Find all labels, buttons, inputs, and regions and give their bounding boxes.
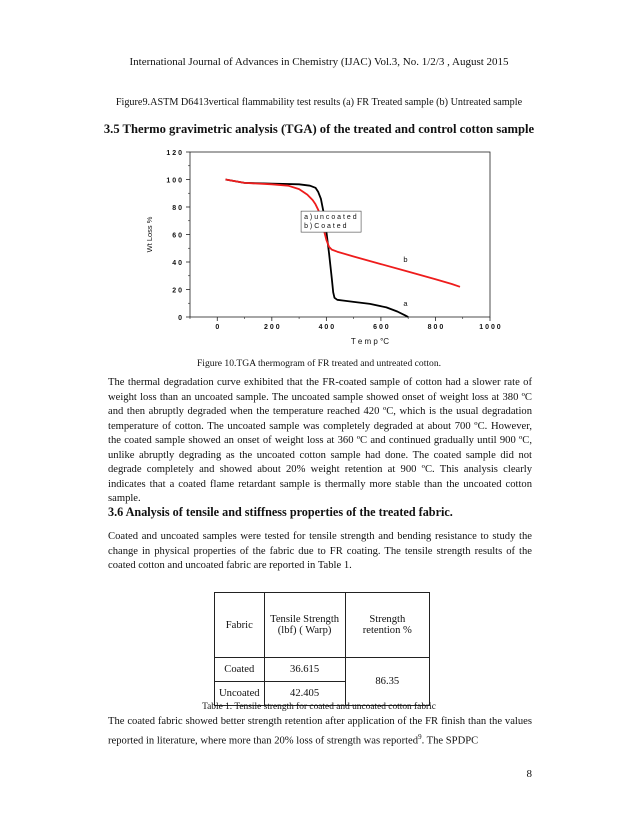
cell-fabric: Uncoated <box>215 682 265 706</box>
cell-fabric: Coated <box>215 658 265 682</box>
figure9-caption: Figure9.ASTM D6413vertical flammability test results (a) FR Treated sample (b) Untreated sample <box>115 97 523 108</box>
header-tensile-strength: Tensile Strength (lbf) ( Warp) <box>264 593 345 658</box>
paragraph-text: The coated fabric showed better strength retention after application of the FR finish than the values reported in literature, where more than 20% loss of strength was reported <box>108 716 532 747</box>
cell-tensile: 36.615 <box>264 658 345 682</box>
y-tick-label: 2 0 <box>172 287 182 295</box>
x-tick-label: 0 <box>215 324 220 331</box>
y-tick-label: 1 2 0 <box>166 150 182 157</box>
series-label: a <box>403 299 408 308</box>
header-fabric: Fabric <box>215 593 265 658</box>
plot-frame <box>190 152 490 317</box>
tga-plot-area <box>145 150 501 346</box>
y-tick-label: 6 0 <box>172 232 182 240</box>
y-tick-label: 4 0 <box>172 260 182 267</box>
x-tick-label: 4 0 0 <box>318 324 335 331</box>
cell-tensile: 42.405 <box>264 682 345 706</box>
paragraph-tensile-intro: Coated and uncoated samples were tested for tensile strength and bending resistance to study the change in physical properties of the fabric due to FR coating. The tensile strength results of the coated cotton and uncoated fabric are reported in Table 1. <box>108 531 532 571</box>
table-header-row <box>215 593 430 658</box>
section-3-5-heading: 3.5 Thermo gravimetric analysis (TGA) of the treated and control cotton sample <box>103 122 535 136</box>
tga-chart <box>128 140 518 355</box>
cell-retention: 86.35 <box>345 658 429 706</box>
x-tick-label: 6 0 0 <box>373 324 389 331</box>
journal-header: International Journal of Advances in Chemistry (IJAC) Vol.3, No. 1/2/3 , August 2015 <box>129 56 509 68</box>
legend-entry: a ) u n c o a t e d <box>304 214 357 222</box>
table-row <box>215 658 430 682</box>
x-axis-label: T e m p °C <box>350 337 390 346</box>
x-tick-label: 1 0 0 0 <box>479 324 501 331</box>
x-tick-label: 8 0 0 <box>427 324 444 331</box>
y-tick-label: 0 <box>178 315 182 322</box>
figure10-caption: Figure 10.TGA thermogram of FR treated and untreated cotton. <box>196 358 442 369</box>
y-tick-label: 8 0 <box>172 205 182 212</box>
series-label: b <box>403 255 408 264</box>
series-line-uncoated <box>226 180 409 318</box>
paragraph-tail: . The SPDPC <box>421 735 479 747</box>
table-1-caption: Table 1. Tensile strength for coated and uncoated cotton fabric <box>202 702 436 712</box>
paragraph-strength-retention <box>108 715 532 749</box>
x-tick-label: 2 0 0 <box>264 324 280 331</box>
legend-entry: b ) C o a t e d <box>304 223 347 231</box>
section-3-6-heading: 3.6 Analysis of tensile and stiffness properties of the treated fabric. <box>108 505 453 519</box>
y-tick-label: 1 0 0 <box>166 177 182 185</box>
reference-superscript: 9 <box>418 732 422 741</box>
page-number: 8 <box>526 768 532 780</box>
table-1-tensile-strength <box>214 592 430 706</box>
y-axis-label: Wt Loss % <box>145 216 154 253</box>
paragraph-tga-analysis: The thermal degradation curve exhibited that the FR-coated sample of cotton had a slower rate of weight loss than an uncoated sample. The uncoated sample showed onset of weight loss at 380 ºC and then abruptly degraded when the temperature reached 420 ºC, which is the usual degradation temperature of cotton. The uncoated sample was completely degraded at about 700 ºC. However, the coated sample showed an onset of weight loss at 360 ºC and continued gradually until 900 ºC, unlike abruptly degrading as the uncoated cotton sample had done. The coated sample did not degrade completely and showed about 20% weight retention at 900 ºC. This analysis clearly indicates that a coated flame retardant sample is thermally more stable than the uncoated cotton sample. <box>108 377 532 504</box>
header-strength-retention: Strength retention % <box>345 593 429 658</box>
series-line-coated <box>226 180 461 287</box>
